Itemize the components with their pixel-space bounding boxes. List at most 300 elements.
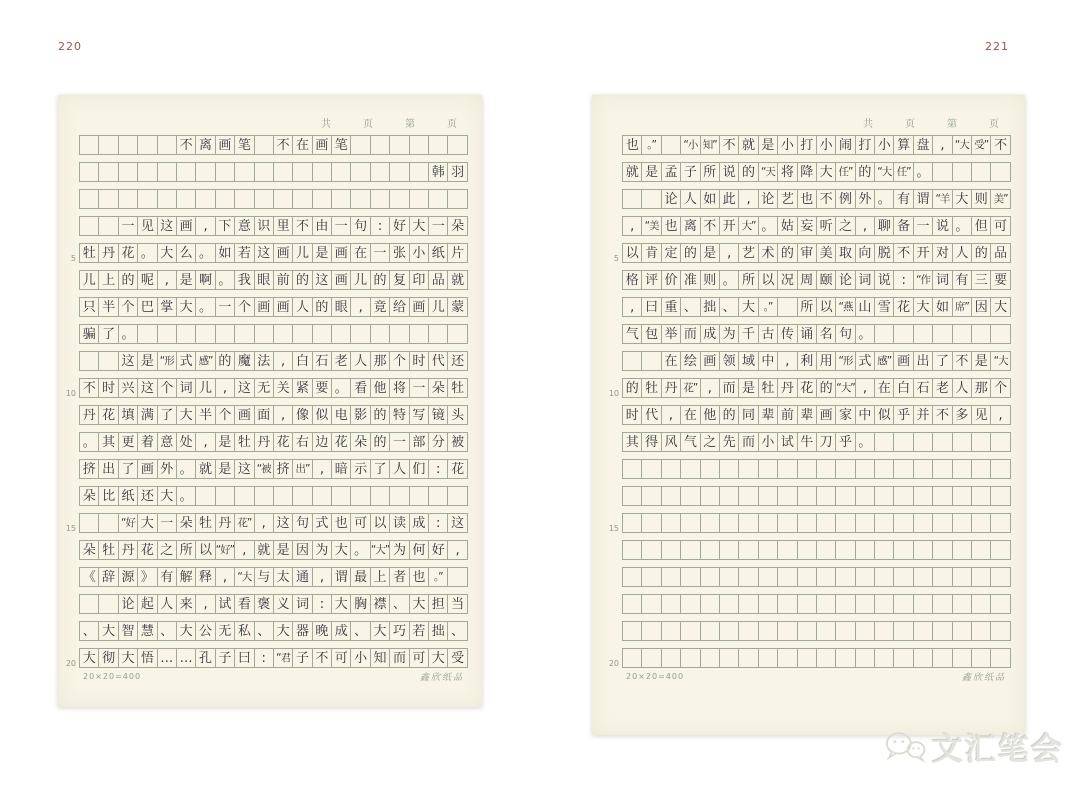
grid-cell bbox=[932, 324, 952, 344]
handwritten-character-cell: 孟 bbox=[661, 162, 681, 182]
grid-cell bbox=[738, 459, 758, 479]
handwritten-character-cell: 丹 bbox=[98, 243, 118, 263]
grid-cell bbox=[913, 594, 933, 614]
grid-cell bbox=[893, 540, 913, 560]
handwritten-character-cell: 这 bbox=[312, 270, 332, 290]
handwritten-character-cell: 《 bbox=[79, 567, 99, 587]
handwritten-character-cell: 被 bbox=[447, 432, 467, 452]
handwritten-character-cell: 成 bbox=[331, 621, 351, 641]
handwritten-character-cell: : bbox=[312, 594, 332, 614]
handwritten-character-cell: 绘 bbox=[680, 351, 700, 371]
handwritten-character-cell: 论 bbox=[661, 189, 681, 209]
grid-row bbox=[622, 324, 1011, 344]
handwritten-character-cell: , bbox=[273, 405, 293, 425]
handwritten-character-cell: 式 bbox=[855, 351, 875, 371]
grid-row bbox=[622, 648, 1011, 668]
handwritten-character-cell: “大” bbox=[370, 540, 390, 560]
handwritten-character-cell: 大 bbox=[98, 621, 118, 641]
handwritten-character-cell: 巴 bbox=[137, 297, 157, 317]
grid-cell bbox=[370, 486, 390, 506]
handwritten-character-cell: 姑 bbox=[777, 216, 797, 236]
handwritten-character-cell: 代 bbox=[641, 405, 661, 425]
handwritten-character-cell: 感” bbox=[874, 351, 894, 371]
grid-cell bbox=[680, 621, 700, 641]
grid-cell bbox=[816, 540, 836, 560]
handwritten-character-cell: 丹 bbox=[215, 513, 235, 533]
grid-cell bbox=[176, 189, 196, 209]
handwritten-character-cell: 的 bbox=[370, 405, 390, 425]
handwritten-character-cell: 时 bbox=[409, 351, 429, 371]
grid-cell bbox=[661, 540, 681, 560]
handwritten-character-cell: 者 bbox=[389, 567, 409, 587]
handwritten-character-cell: 传 bbox=[777, 324, 797, 344]
grid-row bbox=[79, 648, 468, 668]
grid-cell bbox=[79, 135, 99, 155]
handwritten-character-cell: 牡 bbox=[758, 378, 778, 398]
handwritten-character-cell: 由 bbox=[312, 216, 332, 236]
handwritten-character-cell: 张 bbox=[389, 243, 409, 263]
handwritten-character-cell: 小 bbox=[409, 243, 429, 263]
grid-cell bbox=[738, 567, 758, 587]
handwritten-character-cell: 是 bbox=[312, 243, 332, 263]
handwritten-character-cell: , bbox=[777, 351, 797, 371]
handwritten-character-cell: 一 bbox=[428, 216, 448, 236]
handwritten-character-cell: 可 bbox=[990, 216, 1010, 236]
handwritten-character-cell: 解 bbox=[176, 567, 196, 587]
handwritten-character-cell: , bbox=[312, 567, 332, 587]
grid-cell bbox=[215, 486, 235, 506]
grid-cell bbox=[971, 324, 991, 344]
grid-cell bbox=[874, 621, 894, 641]
handwritten-character-cell: , bbox=[273, 351, 293, 371]
handwritten-character-cell: 句 bbox=[292, 513, 312, 533]
handwritten-character-cell: 是 bbox=[758, 135, 778, 155]
handwritten-character-cell: 、 bbox=[254, 621, 274, 641]
grid-cell bbox=[893, 432, 913, 452]
handwritten-character-cell: 来 bbox=[176, 594, 196, 614]
grid-cell bbox=[719, 621, 739, 641]
handwritten-character-cell: 周 bbox=[797, 270, 817, 290]
grid-cell bbox=[641, 513, 661, 533]
handwritten-character-cell: 们 bbox=[409, 459, 429, 479]
grid-cell bbox=[777, 459, 797, 479]
grid-cell bbox=[855, 486, 875, 506]
handwritten-character-cell: , bbox=[195, 216, 215, 236]
grid-cell bbox=[215, 324, 235, 344]
handwritten-character-cell: 慧 bbox=[137, 621, 157, 641]
handwritten-character-cell: 给 bbox=[389, 297, 409, 317]
handwritten-character-cell: 的 bbox=[312, 297, 332, 317]
handwritten-character-cell: 啊 bbox=[195, 270, 215, 290]
grid-cell bbox=[952, 513, 972, 533]
grid-cell bbox=[816, 459, 836, 479]
watermark-label: 文汇笔会 bbox=[932, 732, 1064, 768]
grid-cell bbox=[913, 324, 933, 344]
handwritten-character-cell: 大 bbox=[428, 648, 448, 668]
grid-cell bbox=[680, 648, 700, 668]
handwritten-character-cell: 是 bbox=[971, 351, 991, 371]
handwritten-character-cell: 以 bbox=[816, 297, 836, 317]
grid-cell bbox=[254, 162, 274, 182]
handwritten-character-cell: 彻 bbox=[98, 648, 118, 668]
handwritten-character-cell: 中 bbox=[758, 351, 778, 371]
handwritten-character-cell: 挤 bbox=[79, 459, 99, 479]
grid-row bbox=[79, 243, 468, 263]
handwritten-character-cell: 论 bbox=[758, 189, 778, 209]
handwritten-character-cell: 满 bbox=[137, 405, 157, 425]
grid-row bbox=[79, 621, 468, 641]
grid-cell bbox=[447, 567, 467, 587]
handwritten-character-cell: 将 bbox=[777, 162, 797, 182]
handwritten-character-cell: 人 bbox=[952, 378, 972, 398]
handwritten-character-cell: 小 bbox=[816, 135, 836, 155]
handwritten-character-cell: 脱 bbox=[874, 243, 894, 263]
handwritten-character-cell: 是 bbox=[273, 540, 293, 560]
grid-cell bbox=[971, 540, 991, 560]
handwritten-character-cell: 牡 bbox=[98, 540, 118, 560]
handwritten-character-cell: 就 bbox=[622, 162, 642, 182]
handwritten-character-cell: 论 bbox=[835, 270, 855, 290]
grid-cell bbox=[137, 162, 157, 182]
handwritten-character-cell: 分 bbox=[428, 432, 448, 452]
handwritten-character-cell: 花 bbox=[893, 297, 913, 317]
row-number-label: 20 bbox=[65, 659, 76, 668]
grid-cell bbox=[409, 189, 429, 209]
handwritten-character-cell: “好” bbox=[215, 540, 235, 560]
grid-cell bbox=[680, 567, 700, 587]
handwritten-character-cell: 了 bbox=[932, 351, 952, 371]
grid-cell bbox=[855, 594, 875, 614]
handwritten-character-cell: 辈 bbox=[758, 405, 778, 425]
grid-cell bbox=[913, 540, 933, 560]
grid-cell bbox=[874, 459, 894, 479]
grid-cell bbox=[990, 513, 1010, 533]
grid-cell bbox=[661, 648, 681, 668]
handwritten-character-cell: 。” bbox=[641, 135, 661, 155]
handwritten-character-cell: “大 bbox=[952, 135, 972, 155]
handwritten-character-cell: 前 bbox=[777, 405, 797, 425]
grid-cell bbox=[680, 594, 700, 614]
handwritten-character-cell: 、 bbox=[719, 297, 739, 317]
handwritten-character-cell: 朵 bbox=[350, 432, 370, 452]
handwritten-character-cell: 花 bbox=[273, 432, 293, 452]
handwritten-character-cell: 乎 bbox=[893, 405, 913, 425]
grid-cell bbox=[758, 459, 778, 479]
grid-cell bbox=[312, 162, 332, 182]
handwritten-character-cell: , bbox=[700, 378, 720, 398]
grid-cell bbox=[932, 648, 952, 668]
handwritten-character-cell: 对 bbox=[932, 243, 952, 263]
grid-row bbox=[622, 594, 1011, 614]
grid-cell bbox=[331, 162, 351, 182]
grid-cell bbox=[738, 594, 758, 614]
grid-cell bbox=[932, 621, 952, 641]
handwritten-character-cell: 不 bbox=[816, 189, 836, 209]
handwritten-character-cell: 牡 bbox=[195, 513, 215, 533]
handwritten-character-cell: 可 bbox=[350, 513, 370, 533]
handwritten-character-cell: 之 bbox=[157, 540, 177, 560]
grid-cell bbox=[312, 189, 332, 209]
grid-cell bbox=[971, 162, 991, 182]
handwritten-character-cell: 备 bbox=[893, 216, 913, 236]
grid-cell bbox=[622, 594, 642, 614]
grid-cell bbox=[874, 540, 894, 560]
handwritten-character-cell: 了 bbox=[118, 459, 138, 479]
handwritten-character-cell: 他 bbox=[700, 405, 720, 425]
grid-cell bbox=[797, 567, 817, 587]
handwritten-character-cell: 评 bbox=[641, 270, 661, 290]
handwritten-character-cell: 成 bbox=[700, 324, 720, 344]
grid-cell bbox=[990, 459, 1010, 479]
grid-cell bbox=[719, 648, 739, 668]
handwritten-character-cell: 那 bbox=[971, 378, 991, 398]
handwritten-character-cell: 上 bbox=[98, 270, 118, 290]
handwritten-character-cell: 意 bbox=[234, 216, 254, 236]
grid-cell bbox=[777, 648, 797, 668]
handwritten-character-cell: 就 bbox=[447, 270, 467, 290]
handwritten-character-cell: 牛 bbox=[797, 432, 817, 452]
handwritten-character-cell: 妄 bbox=[797, 216, 817, 236]
handwritten-character-cell: 以 bbox=[622, 243, 642, 263]
handwritten-character-cell: 儿 bbox=[79, 270, 99, 290]
handwritten-character-cell: 似 bbox=[874, 405, 894, 425]
handwritten-character-cell: : bbox=[254, 648, 274, 668]
handwritten-character-cell: 这 bbox=[234, 459, 254, 479]
handwritten-character-cell: 颐 bbox=[816, 270, 836, 290]
handwritten-character-cell: 子 bbox=[215, 648, 235, 668]
handwritten-character-cell: 乎 bbox=[835, 432, 855, 452]
grid-cell bbox=[874, 324, 894, 344]
handwritten-character-cell: 一 bbox=[215, 297, 235, 317]
handwritten-character-cell: 。 bbox=[913, 162, 933, 182]
handwritten-character-cell: 人 bbox=[292, 297, 312, 317]
handwritten-character-cell: , bbox=[738, 189, 758, 209]
grid-cell bbox=[195, 486, 215, 506]
handwritten-character-cell: 特 bbox=[389, 405, 409, 425]
handwritten-character-cell: 画 bbox=[409, 297, 429, 317]
grid-cell bbox=[971, 486, 991, 506]
handwritten-character-cell: 准 bbox=[680, 270, 700, 290]
handwritten-character-cell: 可 bbox=[409, 648, 429, 668]
handwritten-character-cell: 领 bbox=[719, 351, 739, 371]
handwritten-character-cell: 若 bbox=[409, 621, 429, 641]
grid-cell bbox=[254, 135, 274, 155]
grid-cell bbox=[932, 432, 952, 452]
handwritten-character-cell: 辞 bbox=[98, 567, 118, 587]
grid-cell bbox=[797, 486, 817, 506]
handwritten-character-cell: 词 bbox=[292, 594, 312, 614]
handwritten-character-cell: 的 bbox=[622, 378, 642, 398]
grid-cell bbox=[641, 351, 661, 371]
handwritten-character-cell: 是 bbox=[215, 432, 235, 452]
grid-cell bbox=[816, 513, 836, 533]
handwritten-character-cell: 则 bbox=[971, 189, 991, 209]
handwritten-character-cell: 无 bbox=[215, 621, 235, 641]
handwritten-character-cell: 画 bbox=[331, 243, 351, 263]
handwritten-character-cell: 此 bbox=[719, 189, 739, 209]
handwritten-character-cell: “大 bbox=[990, 351, 1010, 371]
row-number-label: 15 bbox=[608, 524, 619, 533]
grid-cell bbox=[273, 162, 293, 182]
grid-cell bbox=[952, 162, 972, 182]
handwritten-character-cell: 花” bbox=[234, 513, 254, 533]
handwritten-character-cell: 但 bbox=[971, 216, 991, 236]
grid-row bbox=[622, 621, 1011, 641]
handwritten-character-cell: 人 bbox=[952, 243, 972, 263]
sheet-header: 共 页 第 页 bbox=[863, 119, 1010, 130]
handwritten-character-cell: 定 bbox=[661, 243, 681, 263]
grid-row bbox=[79, 216, 468, 236]
handwritten-character-cell: 术 bbox=[758, 243, 778, 263]
handwritten-character-cell: 丹 bbox=[777, 378, 797, 398]
grid-row bbox=[622, 432, 1011, 452]
grid-cell bbox=[176, 162, 196, 182]
row-number-label: 5 bbox=[70, 254, 76, 263]
handwritten-character-cell: 大 bbox=[137, 513, 157, 533]
handwritten-character-cell: 大 bbox=[816, 162, 836, 182]
handwritten-character-cell: 骗 bbox=[79, 324, 99, 344]
handwritten-character-cell: 丹 bbox=[254, 432, 274, 452]
grid-cell bbox=[98, 351, 118, 371]
handwritten-character-cell: “君 bbox=[273, 648, 293, 668]
handwritten-character-cell: 部 bbox=[409, 432, 429, 452]
grid-cell bbox=[118, 189, 138, 209]
handwritten-character-cell: 盘 bbox=[913, 135, 933, 155]
handwritten-character-cell: 片 bbox=[447, 243, 467, 263]
handwritten-character-cell: 而 bbox=[719, 378, 739, 398]
grid-cell bbox=[700, 621, 720, 641]
grid-cell bbox=[680, 459, 700, 479]
handwritten-character-cell: 拙 bbox=[700, 297, 720, 317]
grid-cell bbox=[758, 648, 778, 668]
handwritten-character-cell: , bbox=[312, 459, 332, 479]
handwritten-character-cell: 论 bbox=[118, 594, 138, 614]
row-number-label: 10 bbox=[65, 389, 76, 398]
handwritten-character-cell: 开 bbox=[913, 243, 933, 263]
grid-cell bbox=[797, 621, 817, 641]
handwritten-character-cell: 一 bbox=[409, 378, 429, 398]
grid-cell bbox=[641, 189, 661, 209]
grid-cell bbox=[700, 540, 720, 560]
handwritten-character-cell: 处 bbox=[176, 432, 196, 452]
grid-cell bbox=[913, 621, 933, 641]
handwritten-character-cell: 朵 bbox=[79, 486, 99, 506]
grid-cell bbox=[137, 135, 157, 155]
handwritten-character-cell: 如 bbox=[215, 243, 235, 263]
handwritten-character-cell: 画 bbox=[273, 297, 293, 317]
handwritten-character-cell: 的 bbox=[118, 270, 138, 290]
grid-cell bbox=[855, 648, 875, 668]
handwritten-character-cell: 为 bbox=[389, 540, 409, 560]
handwritten-character-cell: 见 bbox=[971, 405, 991, 425]
handwritten-character-cell: 代 bbox=[428, 351, 448, 371]
handwritten-character-cell: 出” bbox=[292, 459, 312, 479]
handwritten-character-cell: 人 bbox=[157, 594, 177, 614]
grid-cell bbox=[797, 648, 817, 668]
handwritten-character-cell: 》 bbox=[137, 567, 157, 587]
grid-cell bbox=[855, 459, 875, 479]
handwritten-character-cell: “羊 bbox=[932, 189, 952, 209]
grid-cell bbox=[641, 621, 661, 641]
handwritten-character-cell: 要 bbox=[990, 270, 1010, 290]
handwritten-character-cell: 。 bbox=[350, 540, 370, 560]
grid-row bbox=[622, 351, 1011, 371]
handwritten-character-cell: 一 bbox=[118, 216, 138, 236]
grid-cell bbox=[932, 162, 952, 182]
handwritten-character-cell: 小 bbox=[758, 432, 778, 452]
grid-cell bbox=[98, 513, 118, 533]
handwritten-character-cell: 以 bbox=[758, 270, 778, 290]
grid-cell bbox=[428, 189, 448, 209]
wechat-watermark bbox=[882, 724, 1064, 769]
grid-cell bbox=[389, 189, 409, 209]
grid-cell bbox=[700, 648, 720, 668]
grid-cell bbox=[661, 621, 681, 641]
grid-row bbox=[79, 513, 468, 533]
handwritten-character-cell: 填 bbox=[118, 405, 138, 425]
grid-cell bbox=[913, 648, 933, 668]
handwritten-character-cell: 这 bbox=[254, 243, 274, 263]
grid-cell bbox=[971, 432, 991, 452]
grid-cell bbox=[622, 513, 642, 533]
handwritten-character-cell: 。 bbox=[79, 432, 99, 452]
grid-cell bbox=[777, 486, 797, 506]
grid-cell bbox=[370, 135, 390, 155]
grid-cell bbox=[622, 621, 642, 641]
grid-cell bbox=[990, 567, 1010, 587]
grid-cell bbox=[137, 189, 157, 209]
handwritten-character-cell: 包 bbox=[641, 324, 661, 344]
handwritten-character-cell: 况 bbox=[777, 270, 797, 290]
grid-cell bbox=[641, 459, 661, 479]
handwritten-character-cell: 画 bbox=[331, 270, 351, 290]
handwritten-character-cell: 牡 bbox=[641, 378, 661, 398]
handwritten-character-cell: , bbox=[932, 135, 952, 155]
grid-cell bbox=[758, 486, 778, 506]
grid-cell bbox=[738, 540, 758, 560]
handwritten-character-cell: 大 bbox=[913, 297, 933, 317]
handwritten-character-cell: 。 bbox=[215, 270, 235, 290]
grid-cell bbox=[195, 162, 215, 182]
grid-cell bbox=[719, 567, 739, 587]
grid-cell bbox=[855, 513, 875, 533]
grid-cell bbox=[118, 162, 138, 182]
handwritten-character-cell: 出 bbox=[913, 351, 933, 371]
grid-cell bbox=[273, 324, 293, 344]
handwritten-character-cell: 若 bbox=[234, 243, 254, 263]
handwritten-character-cell: 有 bbox=[893, 189, 913, 209]
handwritten-character-cell: “作 bbox=[913, 270, 933, 290]
grid-cell bbox=[797, 513, 817, 533]
handwritten-character-cell: 写 bbox=[409, 405, 429, 425]
handwritten-character-cell: 成 bbox=[409, 513, 429, 533]
handwritten-character-cell: 的 bbox=[680, 243, 700, 263]
handwritten-character-cell: 我 bbox=[234, 270, 254, 290]
handwritten-character-cell: 离 bbox=[195, 135, 215, 155]
handwritten-character-cell: 不 bbox=[273, 135, 293, 155]
manuscript-page-right bbox=[592, 95, 1025, 735]
handwritten-character-cell: 也 bbox=[622, 135, 642, 155]
handwritten-character-cell: 辈 bbox=[797, 405, 817, 425]
handwritten-character-cell: 不 bbox=[952, 351, 972, 371]
handwritten-character-cell: 子 bbox=[292, 648, 312, 668]
grid-cell bbox=[990, 432, 1010, 452]
handwritten-character-cell: 美 bbox=[816, 243, 836, 263]
grid-cell bbox=[428, 486, 448, 506]
grid-cell bbox=[719, 594, 739, 614]
handwritten-character-cell: 因 bbox=[971, 297, 991, 317]
handwritten-character-cell: 担 bbox=[428, 594, 448, 614]
